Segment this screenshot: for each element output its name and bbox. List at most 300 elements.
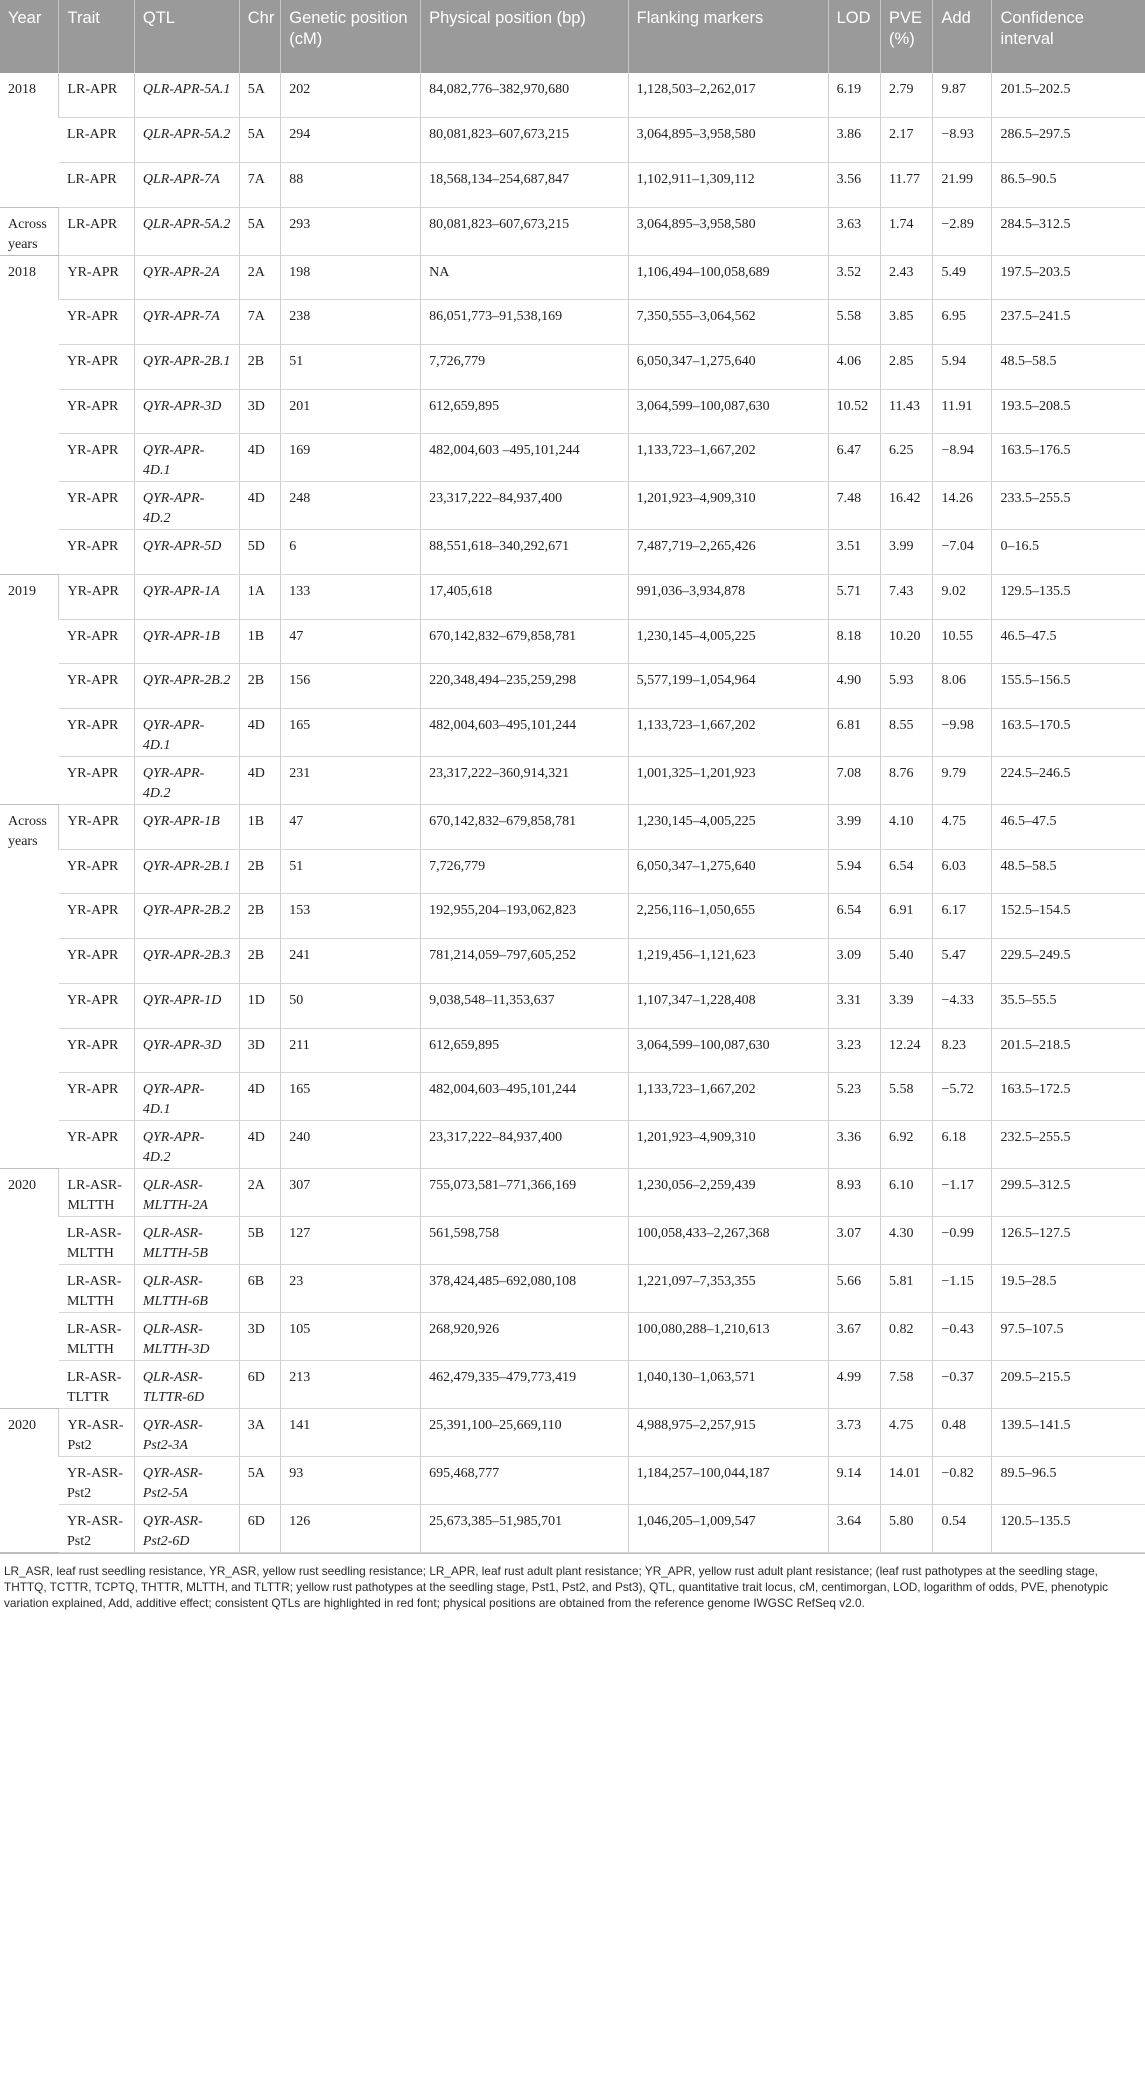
genetic-position-cell: 294: [281, 118, 421, 163]
trait-cell: LR-APR: [59, 162, 134, 207]
confidence-interval-cell: 232.5–255.5: [992, 1121, 1145, 1169]
pve-cell: 11.43: [881, 389, 933, 434]
genetic-position-cell: 47: [281, 805, 421, 850]
flanking-markers-cell: 1,133,723–1,667,202: [628, 434, 828, 482]
additive-effect-cell: 6.95: [933, 300, 992, 345]
trait-cell: LR-APR: [59, 73, 134, 118]
chromosome-cell: 2B: [239, 939, 281, 984]
header-row: [0, 0, 1145, 73]
pve-cell: 5.81: [881, 1265, 933, 1313]
physical-position-cell: 462,479,335–479,773,419: [421, 1361, 629, 1409]
qtl-name-cell: QYR-APR-4D.2: [134, 1121, 239, 1169]
chromosome-cell: 6B: [239, 1265, 281, 1313]
additive-effect-cell: −8.94: [933, 434, 992, 482]
confidence-interval-cell: 237.5–241.5: [992, 300, 1145, 345]
flanking-markers-cell: 1,107,347–1,228,408: [628, 983, 828, 1028]
chromosome-cell: 2A: [239, 255, 281, 300]
qtl-name-cell: QYR-APR-3D: [134, 389, 239, 434]
physical-position-cell: 25,673,385–51,985,701: [421, 1505, 629, 1553]
physical-position-cell: 268,920,926: [421, 1313, 629, 1361]
pve-cell: 3.39: [881, 983, 933, 1028]
trait-cell: YR-APR: [59, 619, 134, 664]
qtl-name-cell: QYR-APR-3D: [134, 1028, 239, 1073]
genetic-position-cell: 307: [281, 1169, 421, 1217]
confidence-interval-cell: 163.5–172.5: [992, 1073, 1145, 1121]
table-row: [0, 983, 1145, 1028]
pve-cell: 10.20: [881, 619, 933, 664]
flanking-markers-cell: 7,487,719–2,265,426: [628, 530, 828, 575]
genetic-position-cell: 198: [281, 255, 421, 300]
flanking-markers-cell: 1,230,145–4,005,225: [628, 619, 828, 664]
confidence-interval-cell: 284.5–312.5: [992, 207, 1145, 255]
year-cell: 2019: [0, 575, 59, 805]
trait-cell: LR-APR: [59, 118, 134, 163]
table-row: [0, 1361, 1145, 1409]
qtl-name-cell: QYR-APR-4D.1: [134, 1073, 239, 1121]
header-pve: PVE (%): [881, 0, 933, 73]
pve-cell: 12.24: [881, 1028, 933, 1073]
flanking-markers-cell: 5,577,199–1,054,964: [628, 664, 828, 709]
confidence-interval-cell: 97.5–107.5: [992, 1313, 1145, 1361]
qtl-name-cell: QLR-ASR-TLTTR-6D: [134, 1361, 239, 1409]
pve-cell: 2.79: [881, 73, 933, 118]
flanking-markers-cell: 100,080,288–1,210,613: [628, 1313, 828, 1361]
lod-cell: 3.31: [828, 983, 880, 1028]
header-physical-position: Physical position (bp): [421, 0, 629, 73]
year-cell: 2020: [0, 1169, 59, 1409]
genetic-position-cell: 127: [281, 1217, 421, 1265]
trait-cell: LR-ASR-TLTTR: [59, 1361, 134, 1409]
trait-cell: LR-ASR-MLTTH: [59, 1169, 134, 1217]
flanking-markers-cell: 7,350,555–3,064,562: [628, 300, 828, 345]
pve-cell: 5.80: [881, 1505, 933, 1553]
header-lod: LOD: [828, 0, 880, 73]
pve-cell: 7.58: [881, 1361, 933, 1409]
lod-cell: 6.81: [828, 709, 880, 757]
trait-cell: YR-ASR-Pst2: [59, 1505, 134, 1553]
chromosome-cell: 1B: [239, 619, 281, 664]
confidence-interval-cell: 152.5–154.5: [992, 894, 1145, 939]
physical-position-cell: 670,142,832–679,858,781: [421, 619, 629, 664]
additive-effect-cell: −2.89: [933, 207, 992, 255]
chromosome-cell: 6D: [239, 1361, 281, 1409]
genetic-position-cell: 153: [281, 894, 421, 939]
pve-cell: 0.82: [881, 1313, 933, 1361]
genetic-position-cell: 133: [281, 575, 421, 620]
header-chr: Chr: [239, 0, 281, 73]
qtl-name-cell: QYR-APR-5D: [134, 530, 239, 575]
chromosome-cell: 3D: [239, 389, 281, 434]
physical-position-cell: 23,317,222–360,914,321: [421, 757, 629, 805]
physical-position-cell: 612,659,895: [421, 389, 629, 434]
table-row: [0, 255, 1145, 300]
physical-position-cell: 482,004,603–495,101,244: [421, 709, 629, 757]
lod-cell: 3.67: [828, 1313, 880, 1361]
lod-cell: 6.19: [828, 73, 880, 118]
physical-position-cell: 23,317,222–84,937,400: [421, 482, 629, 530]
year-cell: 2018: [0, 255, 59, 574]
table-row: [0, 530, 1145, 575]
lod-cell: 3.36: [828, 1121, 880, 1169]
flanking-markers-cell: 3,064,895–3,958,580: [628, 118, 828, 163]
genetic-position-cell: 156: [281, 664, 421, 709]
table-row: [0, 575, 1145, 620]
additive-effect-cell: 9.02: [933, 575, 992, 620]
genetic-position-cell: 141: [281, 1409, 421, 1457]
qtl-name-cell: QLR-APR-5A.1: [134, 73, 239, 118]
table-row: [0, 389, 1145, 434]
trait-cell: YR-ASR-Pst2: [59, 1409, 134, 1457]
confidence-interval-cell: 0–16.5: [992, 530, 1145, 575]
lod-cell: 3.23: [828, 1028, 880, 1073]
chromosome-cell: 5D: [239, 530, 281, 575]
additive-effect-cell: 6.17: [933, 894, 992, 939]
year-cell: Across years: [0, 805, 59, 1169]
lod-cell: 5.66: [828, 1265, 880, 1313]
chromosome-cell: 5A: [239, 118, 281, 163]
trait-cell: YR-APR: [59, 894, 134, 939]
trait-cell: LR-APR: [59, 207, 134, 255]
trait-cell: YR-APR: [59, 255, 134, 300]
additive-effect-cell: −0.37: [933, 1361, 992, 1409]
lod-cell: 4.99: [828, 1361, 880, 1409]
genetic-position-cell: 238: [281, 300, 421, 345]
confidence-interval-cell: 224.5–246.5: [992, 757, 1145, 805]
additive-effect-cell: 9.79: [933, 757, 992, 805]
chromosome-cell: 1D: [239, 983, 281, 1028]
confidence-interval-cell: 201.5–202.5: [992, 73, 1145, 118]
chromosome-cell: 4D: [239, 482, 281, 530]
table-row: [0, 849, 1145, 894]
genetic-position-cell: 293: [281, 207, 421, 255]
pve-cell: 4.30: [881, 1217, 933, 1265]
confidence-interval-cell: 126.5–127.5: [992, 1217, 1145, 1265]
genetic-position-cell: 47: [281, 619, 421, 664]
pve-cell: 3.99: [881, 530, 933, 575]
chromosome-cell: 4D: [239, 709, 281, 757]
chromosome-cell: 4D: [239, 434, 281, 482]
genetic-position-cell: 88: [281, 162, 421, 207]
pve-cell: 16.42: [881, 482, 933, 530]
physical-position-cell: 9,038,548–11,353,637: [421, 983, 629, 1028]
pve-cell: 8.76: [881, 757, 933, 805]
lod-cell: 5.71: [828, 575, 880, 620]
table-row: [0, 1505, 1145, 1553]
flanking-markers-cell: 3,064,599–100,087,630: [628, 1028, 828, 1073]
pve-cell: 6.91: [881, 894, 933, 939]
additive-effect-cell: 8.06: [933, 664, 992, 709]
chromosome-cell: 3D: [239, 1313, 281, 1361]
flanking-markers-cell: 100,058,433–2,267,368: [628, 1217, 828, 1265]
table-row: [0, 482, 1145, 530]
table-row: [0, 805, 1145, 850]
trait-cell: YR-ASR-Pst2: [59, 1457, 134, 1505]
physical-position-cell: 781,214,059–797,605,252: [421, 939, 629, 984]
additive-effect-cell: −8.93: [933, 118, 992, 163]
trait-cell: YR-APR: [59, 1121, 134, 1169]
additive-effect-cell: 10.55: [933, 619, 992, 664]
table-row: [0, 894, 1145, 939]
lod-cell: 5.23: [828, 1073, 880, 1121]
confidence-interval-cell: 120.5–135.5: [992, 1505, 1145, 1553]
chromosome-cell: 2B: [239, 664, 281, 709]
chromosome-cell: 2B: [239, 894, 281, 939]
pve-cell: 2.43: [881, 255, 933, 300]
additive-effect-cell: −9.98: [933, 709, 992, 757]
lod-cell: 3.09: [828, 939, 880, 984]
lod-cell: 3.99: [828, 805, 880, 850]
physical-position-cell: 18,568,134–254,687,847: [421, 162, 629, 207]
lod-cell: 8.18: [828, 619, 880, 664]
additive-effect-cell: −5.72: [933, 1073, 992, 1121]
lod-cell: 3.73: [828, 1409, 880, 1457]
flanking-markers-cell: 1,046,205–1,009,547: [628, 1505, 828, 1553]
physical-position-cell: 482,004,603 –495,101,244: [421, 434, 629, 482]
physical-position-cell: 17,405,618: [421, 575, 629, 620]
additive-effect-cell: −0.43: [933, 1313, 992, 1361]
lod-cell: 4.06: [828, 344, 880, 389]
physical-position-cell: 378,424,485–692,080,108: [421, 1265, 629, 1313]
header-flanking-markers: Flanking markers: [628, 0, 828, 73]
lod-cell: 9.14: [828, 1457, 880, 1505]
table-row: [0, 1121, 1145, 1169]
qtl-name-cell: QYR-APR-2B.3: [134, 939, 239, 984]
additive-effect-cell: 9.87: [933, 73, 992, 118]
chromosome-cell: 3A: [239, 1409, 281, 1457]
header-confidence-interval: Confidence interval: [992, 0, 1145, 73]
physical-position-cell: 7,726,779: [421, 849, 629, 894]
confidence-interval-cell: 48.5–58.5: [992, 344, 1145, 389]
table-row: [0, 1073, 1145, 1121]
qtl-name-cell: QYR-APR-2A: [134, 255, 239, 300]
flanking-markers-cell: 2,256,116–1,050,655: [628, 894, 828, 939]
qtl-name-cell: QYR-ASR-Pst2-6D: [134, 1505, 239, 1553]
flanking-markers-cell: 1,128,503–2,262,017: [628, 73, 828, 118]
flanking-markers-cell: 1,106,494–100,058,689: [628, 255, 828, 300]
lod-cell: 3.52: [828, 255, 880, 300]
lod-cell: 8.93: [828, 1169, 880, 1217]
lod-cell: 3.51: [828, 530, 880, 575]
table-row: [0, 619, 1145, 664]
trait-cell: YR-APR: [59, 575, 134, 620]
chromosome-cell: 1B: [239, 805, 281, 850]
qtl-name-cell: QYR-ASR-Pst2-5A: [134, 1457, 239, 1505]
header-genetic-position: Genetic position (cM): [281, 0, 421, 73]
trait-cell: YR-APR: [59, 983, 134, 1028]
chromosome-cell: 6D: [239, 1505, 281, 1553]
trait-cell: YR-APR: [59, 344, 134, 389]
lod-cell: 5.94: [828, 849, 880, 894]
pve-cell: 6.92: [881, 1121, 933, 1169]
chromosome-cell: 5A: [239, 207, 281, 255]
table-row: [0, 1028, 1145, 1073]
qtl-name-cell: QYR-APR-1B: [134, 805, 239, 850]
physical-position-cell: 25,391,100–25,669,110: [421, 1409, 629, 1457]
chromosome-cell: 4D: [239, 1073, 281, 1121]
trait-cell: YR-APR: [59, 1028, 134, 1073]
genetic-position-cell: 50: [281, 983, 421, 1028]
physical-position-cell: 80,081,823–607,673,215: [421, 207, 629, 255]
flanking-markers-cell: 3,064,599–100,087,630: [628, 389, 828, 434]
genetic-position-cell: 6: [281, 530, 421, 575]
additive-effect-cell: −1.17: [933, 1169, 992, 1217]
flanking-markers-cell: 3,064,895–3,958,580: [628, 207, 828, 255]
chromosome-cell: 4D: [239, 1121, 281, 1169]
table-row: [0, 434, 1145, 482]
year-cell: 2018: [0, 73, 59, 207]
genetic-position-cell: 165: [281, 1073, 421, 1121]
physical-position-cell: 670,142,832–679,858,781: [421, 805, 629, 850]
pve-cell: 2.17: [881, 118, 933, 163]
qtl-name-cell: QLR-ASR-MLTTH-2A: [134, 1169, 239, 1217]
physical-position-cell: 7,726,779: [421, 344, 629, 389]
qtl-name-cell: QYR-APR-1D: [134, 983, 239, 1028]
table-row: [0, 207, 1145, 255]
chromosome-cell: 7A: [239, 300, 281, 345]
additive-effect-cell: 6.18: [933, 1121, 992, 1169]
pve-cell: 1.74: [881, 207, 933, 255]
flanking-markers-cell: 991,036–3,934,878: [628, 575, 828, 620]
additive-effect-cell: 5.47: [933, 939, 992, 984]
qtl-name-cell: QYR-ASR-Pst2-3A: [134, 1409, 239, 1457]
additive-effect-cell: 4.75: [933, 805, 992, 850]
physical-position-cell: 612,659,895: [421, 1028, 629, 1073]
confidence-interval-cell: 163.5–176.5: [992, 434, 1145, 482]
qtl-name-cell: QYR-APR-1B: [134, 619, 239, 664]
pve-cell: 6.25: [881, 434, 933, 482]
pve-cell: 5.93: [881, 664, 933, 709]
physical-position-cell: 695,468,777: [421, 1457, 629, 1505]
flanking-markers-cell: 1,133,723–1,667,202: [628, 709, 828, 757]
chromosome-cell: 2B: [239, 344, 281, 389]
flanking-markers-cell: 1,184,257–100,044,187: [628, 1457, 828, 1505]
trait-cell: YR-APR: [59, 389, 134, 434]
confidence-interval-cell: 201.5–218.5: [992, 1028, 1145, 1073]
confidence-interval-cell: 48.5–58.5: [992, 849, 1145, 894]
additive-effect-cell: 14.26: [933, 482, 992, 530]
flanking-markers-cell: 1,201,923–4,909,310: [628, 482, 828, 530]
genetic-position-cell: 51: [281, 344, 421, 389]
flanking-markers-cell: 1,230,145–4,005,225: [628, 805, 828, 850]
table-row: [0, 118, 1145, 163]
qtl-name-cell: QLR-ASR-MLTTH-5B: [134, 1217, 239, 1265]
trait-cell: YR-APR: [59, 300, 134, 345]
genetic-position-cell: 51: [281, 849, 421, 894]
confidence-interval-cell: 89.5–96.5: [992, 1457, 1145, 1505]
table-row: [0, 1265, 1145, 1313]
qtl-name-cell: QYR-APR-4D.1: [134, 709, 239, 757]
additive-effect-cell: 0.54: [933, 1505, 992, 1553]
confidence-interval-cell: 86.5–90.5: [992, 162, 1145, 207]
confidence-interval-cell: 229.5–249.5: [992, 939, 1145, 984]
confidence-interval-cell: 286.5–297.5: [992, 118, 1145, 163]
lod-cell: 6.54: [828, 894, 880, 939]
confidence-interval-cell: 129.5–135.5: [992, 575, 1145, 620]
table-footnote: LR_ASR, leaf rust seedling resistance, YR_ASR, yellow rust seedling resistance; LR_APR, leaf rust adult plant resistance; YR_APR, yellow rust adult plant resistance; (leaf rust pathotypes at the seedling stage, THTTQ, TCTTR, TCPTQ, THTTR, MLTTH, and TLTTR; yellow rust pathotypes at the seedling stage, Pst1, Pst2, and Pst3), QTL, quantitative trait locus, cM, centimorgan, LOD, logarithm of odds, PVE, phenotypic variation explained, Add, additive effect; consistent QTLs are highlighted in red font; physical positions are obtained from the reference genome IWGSC RefSeq v2.0.: [0, 1553, 1145, 1611]
lod-cell: 7.48: [828, 482, 880, 530]
chromosome-cell: 5B: [239, 1217, 281, 1265]
confidence-interval-cell: 46.5–47.5: [992, 805, 1145, 850]
chromosome-cell: 7A: [239, 162, 281, 207]
confidence-interval-cell: 299.5–312.5: [992, 1169, 1145, 1217]
trait-cell: LR-ASR-MLTTH: [59, 1217, 134, 1265]
table-row: [0, 757, 1145, 805]
lod-cell: 3.07: [828, 1217, 880, 1265]
qtl-name-cell: QYR-APR-4D.2: [134, 482, 239, 530]
pve-cell: 6.10: [881, 1169, 933, 1217]
flanking-markers-cell: 1,219,456–1,121,623: [628, 939, 828, 984]
genetic-position-cell: 248: [281, 482, 421, 530]
genetic-position-cell: 105: [281, 1313, 421, 1361]
physical-position-cell: 84,082,776–382,970,680: [421, 73, 629, 118]
physical-position-cell: 192,955,204–193,062,823: [421, 894, 629, 939]
confidence-interval-cell: 155.5–156.5: [992, 664, 1145, 709]
genetic-position-cell: 240: [281, 1121, 421, 1169]
additive-effect-cell: 21.99: [933, 162, 992, 207]
table-row: [0, 709, 1145, 757]
lod-cell: 3.56: [828, 162, 880, 207]
additive-effect-cell: 0.48: [933, 1409, 992, 1457]
table-row: [0, 1169, 1145, 1217]
table-row: [0, 1409, 1145, 1457]
qtl-name-cell: QLR-APR-7A: [134, 162, 239, 207]
flanking-markers-cell: 1,221,097–7,353,355: [628, 1265, 828, 1313]
physical-position-cell: 80,081,823–607,673,215: [421, 118, 629, 163]
trait-cell: YR-APR: [59, 530, 134, 575]
pve-cell: 4.75: [881, 1409, 933, 1457]
lod-cell: 3.64: [828, 1505, 880, 1553]
trait-cell: YR-APR: [59, 434, 134, 482]
additive-effect-cell: 11.91: [933, 389, 992, 434]
additive-effect-cell: −1.15: [933, 1265, 992, 1313]
qtl-name-cell: QYR-APR-7A: [134, 300, 239, 345]
flanking-markers-cell: 1,001,325–1,201,923: [628, 757, 828, 805]
qtl-name-cell: QLR-ASR-MLTTH-6B: [134, 1265, 239, 1313]
additive-effect-cell: 8.23: [933, 1028, 992, 1073]
confidence-interval-cell: 46.5–47.5: [992, 619, 1145, 664]
genetic-position-cell: 213: [281, 1361, 421, 1409]
trait-cell: YR-APR: [59, 757, 134, 805]
qtl-name-cell: QYR-APR-4D.1: [134, 434, 239, 482]
table-body: [0, 73, 1145, 1553]
flanking-markers-cell: 1,040,130–1,063,571: [628, 1361, 828, 1409]
header-trait: Trait: [59, 0, 134, 73]
qtl-name-cell: QYR-APR-1A: [134, 575, 239, 620]
table-row: [0, 939, 1145, 984]
genetic-position-cell: 165: [281, 709, 421, 757]
year-cell: Across years: [0, 207, 59, 255]
chromosome-cell: 2B: [239, 849, 281, 894]
genetic-position-cell: 93: [281, 1457, 421, 1505]
genetic-position-cell: 241: [281, 939, 421, 984]
genetic-position-cell: 23: [281, 1265, 421, 1313]
table-row: [0, 162, 1145, 207]
pve-cell: 5.40: [881, 939, 933, 984]
confidence-interval-cell: 233.5–255.5: [992, 482, 1145, 530]
genetic-position-cell: 202: [281, 73, 421, 118]
flanking-markers-cell: 1,133,723–1,667,202: [628, 1073, 828, 1121]
trait-cell: LR-ASR-MLTTH: [59, 1313, 134, 1361]
header-add: Add: [933, 0, 992, 73]
pve-cell: 6.54: [881, 849, 933, 894]
physical-position-cell: 23,317,222–84,937,400: [421, 1121, 629, 1169]
lod-cell: 6.47: [828, 434, 880, 482]
confidence-interval-cell: 209.5–215.5: [992, 1361, 1145, 1409]
trait-cell: YR-APR: [59, 805, 134, 850]
additive-effect-cell: 6.03: [933, 849, 992, 894]
table-row: [0, 300, 1145, 345]
lod-cell: 3.63: [828, 207, 880, 255]
